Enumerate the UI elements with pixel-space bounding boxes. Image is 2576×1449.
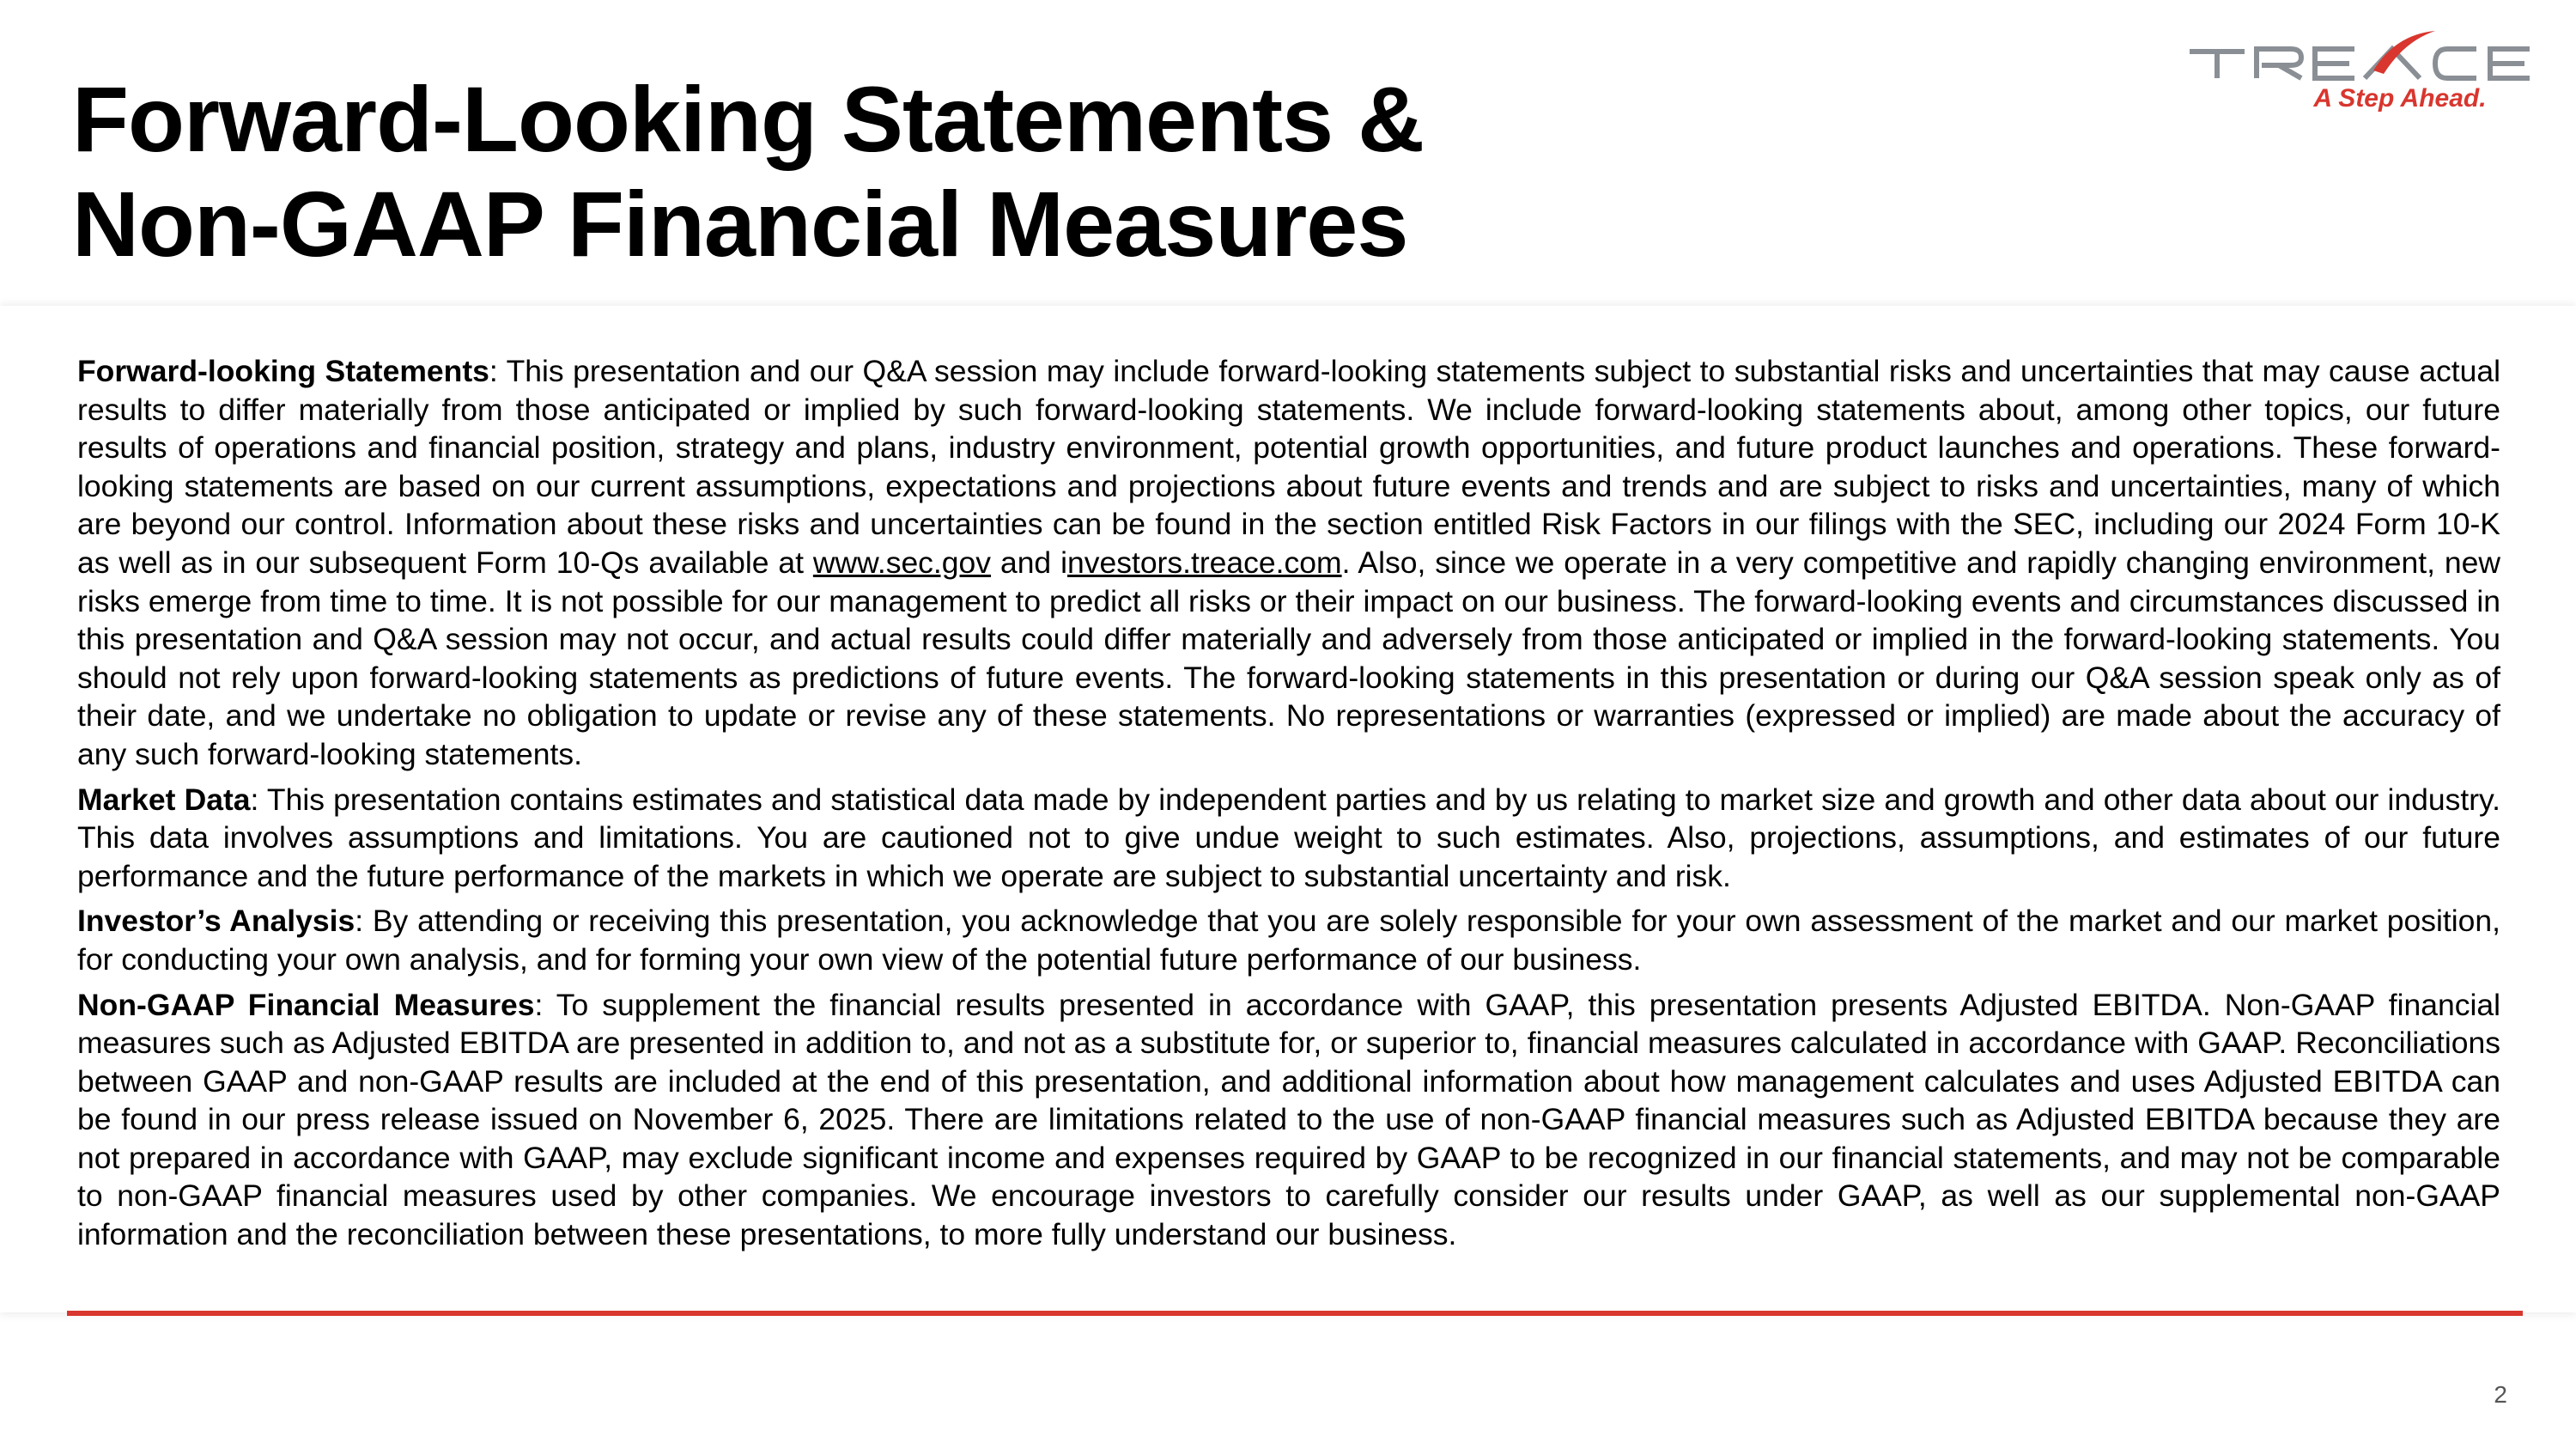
disclaimer-body [77, 352, 2500, 1261]
non-gaap-paragraph [77, 986, 2500, 1254]
non-gaap-heading: Non-GAAP Financial Measures [77, 987, 535, 1022]
treace-logo [2190, 26, 2550, 120]
investors-analysis-paragraph [77, 902, 2500, 978]
logo-tagline: A Step Ahead. [2313, 84, 2487, 113]
forward-looking-text-2: and i [991, 545, 1067, 580]
investors-analysis-text: : By attending or receiving this presentation, you acknowledge that you are solely responsible for your own assessment of the market and our market position, for conducting your own analysis, and for forming your own view of the potential future performance of our business. [77, 904, 2500, 977]
market-data-text: : This presentation contains estimates and statistical data made by independent parties and by us relating to market size and growth and other data about our industry. This data involves assumptions and limitations. You are cautioned not to give undue weight to such estimates. Also, projections, assumptions, and estimates of our future performance and the future performance of the markets in which we operate are subject to substantial uncertainty and risk. [77, 782, 2501, 893]
market-data-paragraph [77, 781, 2500, 896]
slide-title [72, 67, 1704, 277]
investors-treace-link[interactable]: nvestors.treace.com [1066, 545, 1342, 580]
page-number: 2 [2494, 1381, 2507, 1408]
market-data-heading: Market Data [77, 782, 251, 817]
investors-analysis-heading: Investor’s Analysis [77, 904, 355, 939]
forward-looking-heading: Forward-looking Statements [77, 354, 489, 388]
slide-title-line-1: Forward-Looking Statements & [72, 67, 1425, 171]
forward-looking-text-1: : This presentation and our Q&A session may include forward-looking statements subject to substantial risks and uncertainties that may cause actual results to differ materially from those anticipated or implied by such forward-looking statements. We include forward-looking statements about, among other topics, our future results of operations and financial position, strategy and plans, industry environment, potential growth opportunities, and future product launches and operations. These forward-looking statements are based on our current assumptions, expectations and projections about future events and trends and are subject to risks and uncertainties, many of which are beyond our control. Information about these risks and uncertainties can be found in the section entitled Risk Factors in our filings with the SEC, including our 2024 Form 10-K as well as in our subsequent Form 10-Qs available at [77, 354, 2500, 580]
forward-looking-text-3: . Also, since we operate in a very competitive and rapidly changing environment, new risks emerge from time to time. It is not possible for our management to predict all risks or their impact on our business. The forward-looking events and circumstances discussed in this presentation and Q&A session may not occur, and actual results could differ materially and adversely from those anticipated or implied in the forward-looking statements. You should not rely upon forward-looking statements as predictions of future events. The forward-looking statements in this presentation or during our Q&A session speak only as of their date, and we undertake no obligation to update or revise any of these statements. No representations or warranties (expressed or implied) are made about the accuracy of any such forward-looking statements. [77, 545, 2500, 771]
slide-title-line-2: Non-GAAP Financial Measures [72, 172, 1408, 276]
forward-looking-paragraph [77, 352, 2500, 774]
non-gaap-text: : To supplement the financial results presented in accordance with GAAP, this presentation presents Adjusted EBITDA. Non-GAAP financial measures such as Adjusted EBITDA are presented in addition to, and not as a substitute for, or superior to, financial measures calculated in accordance with GAAP. Reconciliations between GAAP and non-GAAP results are included at the end of this presentation, and additional information about how management calculates and uses Adjusted EBITDA can be found in our press release issued on November 6, 2025. There are limitations related to the use of non-GAAP financial measures such as Adjusted EBITDA because they are not prepared in accordance with GAAP, may exclude significant income and expenses required by GAAP to be recognized in our financial statements, and may not be comparable to non-GAAP financial measures used by other companies. We encourage investors to carefully consider our results under GAAP, as well as our supplemental non-GAAP information and the reconciliation between these presentations, to more fully understand our business. [77, 987, 2500, 1252]
treace-wordmark-icon [2190, 26, 2550, 86]
sec-gov-link[interactable]: www.sec.gov [812, 545, 992, 580]
footer-divider [67, 1311, 2523, 1316]
